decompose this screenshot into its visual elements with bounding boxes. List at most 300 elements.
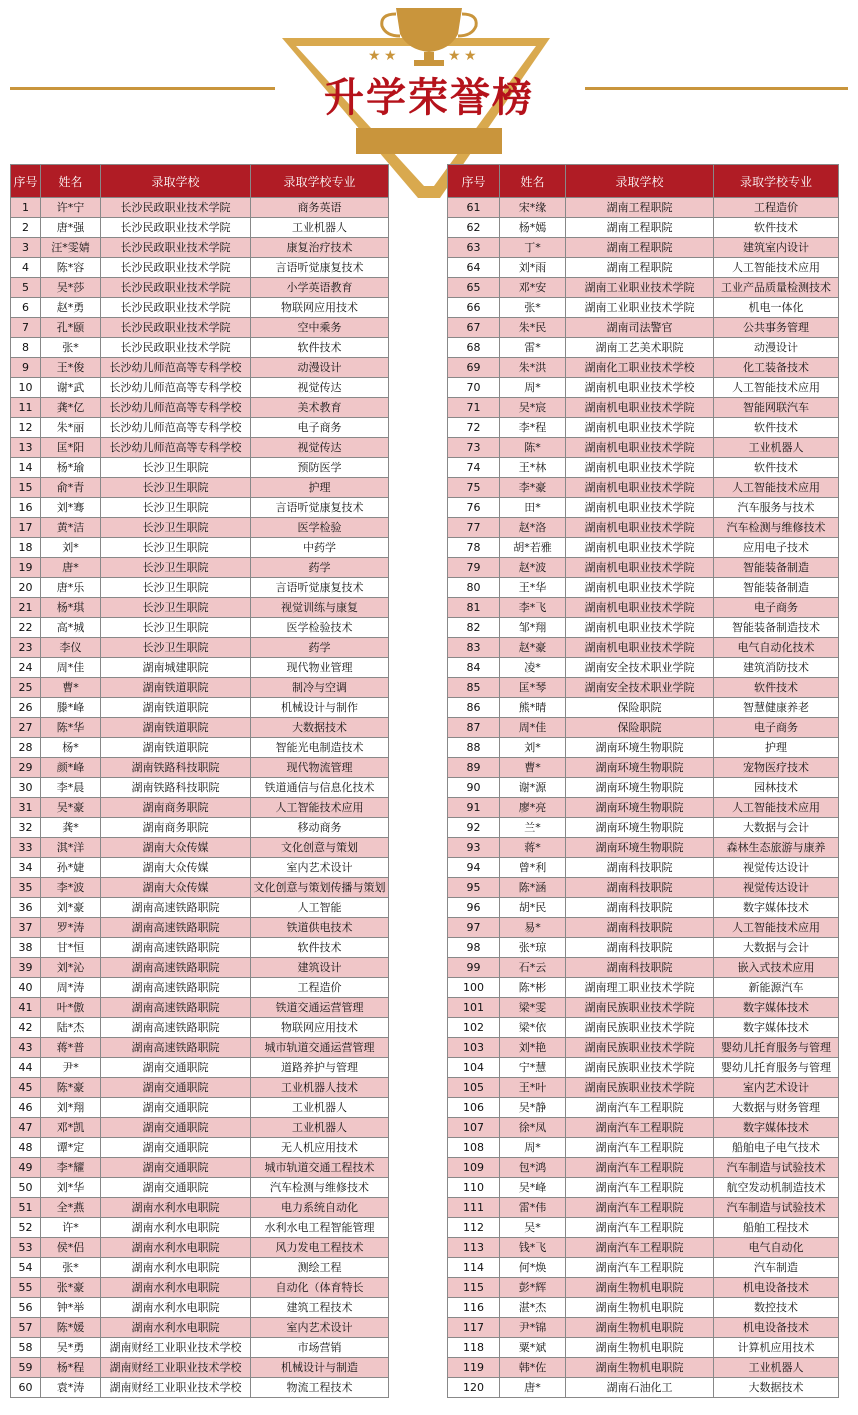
student-name: 邹*翔 — [500, 618, 566, 638]
admitted-school: 湖南汽车工程职院 — [566, 1138, 714, 1158]
row-index: 72 — [448, 418, 500, 438]
table-row — [11, 1038, 389, 1058]
admitted-school: 湖南大众传媒 — [101, 878, 251, 898]
table-row — [448, 1318, 839, 1338]
admitted-major: 电子商务 — [714, 598, 839, 618]
admitted-school: 湖南商务职院 — [101, 818, 251, 838]
admitted-major: 美术教育 — [251, 398, 389, 418]
admitted-school: 湖南环境生物职院 — [566, 838, 714, 858]
table-row — [11, 1018, 389, 1038]
admitted-school: 长沙卫生职院 — [101, 538, 251, 558]
admitted-major: 工程造价 — [251, 978, 389, 998]
row-index: 103 — [448, 1038, 500, 1058]
student-name: 陆*杰 — [41, 1018, 101, 1038]
admitted-major: 电气自动化技术 — [714, 638, 839, 658]
student-name: 刘*华 — [41, 1178, 101, 1198]
table-row — [11, 378, 389, 398]
student-name: 曹* — [500, 758, 566, 778]
admitted-school: 湖南环境生物职院 — [566, 818, 714, 838]
admitted-school: 湖南城建职院 — [101, 658, 251, 678]
admitted-major: 视觉传达设计 — [714, 878, 839, 898]
student-name: 许*宁 — [41, 198, 101, 218]
table-row — [11, 1318, 389, 1338]
table-row — [11, 1238, 389, 1258]
row-index: 98 — [448, 938, 500, 958]
admitted-major: 小学英语教育 — [251, 278, 389, 298]
row-index: 73 — [448, 438, 500, 458]
student-name: 田* — [500, 498, 566, 518]
table-row — [448, 318, 839, 338]
admitted-major: 视觉传达设计 — [714, 858, 839, 878]
student-name: 杨*琪 — [41, 598, 101, 618]
row-index: 104 — [448, 1058, 500, 1078]
table-row — [11, 418, 389, 438]
table-row — [448, 418, 839, 438]
student-name: 梁*雯 — [500, 998, 566, 1018]
col-header-school: 录取学校 — [101, 165, 251, 198]
row-index: 92 — [448, 818, 500, 838]
admitted-school: 湖南民族职业技术学院 — [566, 1078, 714, 1098]
row-index: 40 — [11, 978, 41, 998]
row-index: 21 — [11, 598, 41, 618]
row-index: 27 — [11, 718, 41, 738]
admitted-school: 湖南大众传媒 — [101, 838, 251, 858]
table-row — [448, 998, 839, 1018]
admitted-school: 长沙民政职业技术学院 — [101, 198, 251, 218]
row-index: 24 — [11, 658, 41, 678]
table-row — [448, 1018, 839, 1038]
admitted-school: 湖南高速铁路职院 — [101, 998, 251, 1018]
student-name: 朱*洪 — [500, 358, 566, 378]
student-name: 雷* — [500, 338, 566, 358]
table-row — [11, 758, 389, 778]
row-index: 78 — [448, 538, 500, 558]
student-name: 杨*瑜 — [41, 458, 101, 478]
table-row — [448, 1178, 839, 1198]
admitted-major: 物流工程技术 — [251, 1378, 389, 1398]
admitted-school: 湖南铁路科技职院 — [101, 778, 251, 798]
row-index: 23 — [11, 638, 41, 658]
row-index: 26 — [11, 698, 41, 718]
student-name: 张*琼 — [500, 938, 566, 958]
admitted-school: 湖南生物机电职院 — [566, 1358, 714, 1378]
table-row — [11, 438, 389, 458]
table-row — [11, 658, 389, 678]
svg-text:★: ★ — [448, 48, 461, 64]
student-name: 徐*凤 — [500, 1118, 566, 1138]
row-index: 56 — [11, 1298, 41, 1318]
row-index: 100 — [448, 978, 500, 998]
row-index: 20 — [11, 578, 41, 598]
admitted-major: 应用电子技术 — [714, 538, 839, 558]
admitted-major: 工程造价 — [714, 198, 839, 218]
admitted-school: 长沙民政职业技术学院 — [101, 218, 251, 238]
student-name: 刘* — [500, 738, 566, 758]
admitted-major: 城市轨道交通工程技术 — [251, 1158, 389, 1178]
student-name: 陈*涵 — [500, 878, 566, 898]
admitted-major: 软件技术 — [251, 938, 389, 958]
row-index: 102 — [448, 1018, 500, 1038]
row-index: 110 — [448, 1178, 500, 1198]
row-index: 15 — [11, 478, 41, 498]
table-row — [448, 898, 839, 918]
table-row — [448, 458, 839, 478]
row-index: 14 — [11, 458, 41, 478]
table-row — [448, 378, 839, 398]
row-index: 81 — [448, 598, 500, 618]
row-index: 109 — [448, 1158, 500, 1178]
row-index: 39 — [11, 958, 41, 978]
admitted-school: 长沙卫生职院 — [101, 458, 251, 478]
student-name: 胡*民 — [500, 898, 566, 918]
admitted-major: 宠物医疗技术 — [714, 758, 839, 778]
student-name: 龚*亿 — [41, 398, 101, 418]
table-row — [11, 998, 389, 1018]
admitted-school: 长沙幼儿师范高等专科学校 — [101, 398, 251, 418]
admitted-school: 湖南机电职业技术学校 — [566, 378, 714, 398]
table-row — [11, 1058, 389, 1078]
row-index: 90 — [448, 778, 500, 798]
table-row — [11, 558, 389, 578]
row-index: 58 — [11, 1338, 41, 1358]
row-index: 99 — [448, 958, 500, 978]
row-index: 62 — [448, 218, 500, 238]
table-row — [448, 518, 839, 538]
student-name: 谭*定 — [41, 1138, 101, 1158]
admitted-major: 森林生态旅游与康养 — [714, 838, 839, 858]
student-name: 朱*丽 — [41, 418, 101, 438]
student-name: 陈*媛 — [41, 1318, 101, 1338]
row-index: 75 — [448, 478, 500, 498]
admitted-school: 湖南大众传媒 — [101, 858, 251, 878]
row-index: 94 — [448, 858, 500, 878]
student-name: 杨* — [41, 738, 101, 758]
admitted-school: 湖南铁道职院 — [101, 738, 251, 758]
admitted-major: 机械设计与制造 — [251, 1358, 389, 1378]
admitted-school: 湖南高速铁路职院 — [101, 958, 251, 978]
row-index: 113 — [448, 1238, 500, 1258]
student-name: 吴*莎 — [41, 278, 101, 298]
student-name: 刘*艳 — [500, 1038, 566, 1058]
admitted-school: 长沙幼儿师范高等专科学校 — [101, 438, 251, 458]
student-name: 许* — [41, 1218, 101, 1238]
admitted-school: 湖南汽车工程职院 — [566, 1118, 714, 1138]
table-row — [11, 838, 389, 858]
row-index: 57 — [11, 1318, 41, 1338]
admitted-school: 湖南高速铁路职院 — [101, 1018, 251, 1038]
row-index: 79 — [448, 558, 500, 578]
row-index: 80 — [448, 578, 500, 598]
admitted-school: 湖南水利水电职院 — [101, 1238, 251, 1258]
student-name: 曹* — [41, 678, 101, 698]
student-name: 尹* — [41, 1058, 101, 1078]
row-index: 67 — [448, 318, 500, 338]
table-header-row — [11, 165, 389, 198]
admitted-school: 湖南交通职院 — [101, 1178, 251, 1198]
student-name: 湛*杰 — [500, 1298, 566, 1318]
student-name: 谢*武 — [41, 378, 101, 398]
student-name: 唐*乐 — [41, 578, 101, 598]
admitted-major: 汽车制造与试验技术 — [714, 1158, 839, 1178]
admitted-major: 视觉训练与康复 — [251, 598, 389, 618]
row-index: 45 — [11, 1078, 41, 1098]
row-index: 60 — [11, 1378, 41, 1398]
student-name: 吴*豪 — [41, 798, 101, 818]
admitted-school: 湖南机电职业技术学院 — [566, 518, 714, 538]
col-header-major: 录取学校专业 — [714, 165, 839, 198]
table-row — [11, 278, 389, 298]
admitted-major: 室内艺术设计 — [251, 1318, 389, 1338]
row-index: 69 — [448, 358, 500, 378]
student-name: 俞*青 — [41, 478, 101, 498]
admitted-major: 护理 — [251, 478, 389, 498]
student-name: 叶*傲 — [41, 998, 101, 1018]
admitted-major: 电力系统自动化 — [251, 1198, 389, 1218]
student-name: 吴*静 — [500, 1098, 566, 1118]
table-row — [11, 398, 389, 418]
admitted-major: 视觉传达 — [251, 378, 389, 398]
student-name: 侯*侣 — [41, 1238, 101, 1258]
student-name: 宋*缘 — [500, 198, 566, 218]
admitted-school: 长沙民政职业技术学院 — [101, 318, 251, 338]
admitted-major: 言语听觉康复技术 — [251, 498, 389, 518]
admitted-school: 湖南生物机电职院 — [566, 1298, 714, 1318]
admitted-school: 湖南司法警官 — [566, 318, 714, 338]
table-row — [448, 838, 839, 858]
table-row — [448, 638, 839, 658]
table-row — [11, 338, 389, 358]
student-name: 李*飞 — [500, 598, 566, 618]
admitted-major: 机电一体化 — [714, 298, 839, 318]
admitted-major: 自动化（体育特长 — [251, 1278, 389, 1298]
table-row — [11, 318, 389, 338]
table-row — [448, 1138, 839, 1158]
student-name: 王*叶 — [500, 1078, 566, 1098]
admitted-major: 婴幼儿托育服务与管理 — [714, 1058, 839, 1078]
table-row — [448, 498, 839, 518]
table-row — [11, 978, 389, 998]
table-row — [11, 798, 389, 818]
student-name: 滕*峰 — [41, 698, 101, 718]
admitted-major: 园林技术 — [714, 778, 839, 798]
admitted-school: 长沙卫生职院 — [101, 518, 251, 538]
table-row — [448, 658, 839, 678]
row-index: 32 — [11, 818, 41, 838]
table-row — [448, 738, 839, 758]
table-row — [11, 1218, 389, 1238]
table-row — [11, 1158, 389, 1178]
admitted-major: 人工智能技术应用 — [714, 258, 839, 278]
col-header-major: 录取学校专业 — [251, 165, 389, 198]
table-row — [11, 938, 389, 958]
student-name: 周* — [500, 378, 566, 398]
student-name: 张* — [41, 338, 101, 358]
admitted-major: 人工智能 — [251, 898, 389, 918]
admitted-major: 现代物流管理 — [251, 758, 389, 778]
row-index: 77 — [448, 518, 500, 538]
table-row — [11, 618, 389, 638]
row-index: 88 — [448, 738, 500, 758]
admitted-major: 工业机器人 — [714, 438, 839, 458]
row-index: 18 — [11, 538, 41, 558]
row-index: 111 — [448, 1198, 500, 1218]
row-index: 64 — [448, 258, 500, 278]
student-name: 刘*雨 — [500, 258, 566, 278]
table-row — [11, 1258, 389, 1278]
col-header-school: 录取学校 — [566, 165, 714, 198]
admitted-school: 湖南环境生物职院 — [566, 778, 714, 798]
row-index: 4 — [11, 258, 41, 278]
admitted-major: 视觉传达 — [251, 438, 389, 458]
table-row — [11, 358, 389, 378]
admitted-major: 室内艺术设计 — [251, 858, 389, 878]
table-row — [448, 558, 839, 578]
col-header-name: 姓名 — [41, 165, 101, 198]
student-name: 李仪 — [41, 638, 101, 658]
admitted-school: 湖南财经工业职业技术学校 — [101, 1378, 251, 1398]
admitted-major: 风力发电工程技术 — [251, 1238, 389, 1258]
table-row — [448, 238, 839, 258]
admitted-major: 汽车检测与维修技术 — [251, 1178, 389, 1198]
admitted-major: 船舶工程技术 — [714, 1218, 839, 1238]
table-row — [448, 598, 839, 618]
student-name: 吴*勇 — [41, 1338, 101, 1358]
admitted-major: 物联网应用技术 — [251, 1018, 389, 1038]
admitted-school: 湖南汽车工程职院 — [566, 1098, 714, 1118]
admitted-major: 软件技术 — [714, 218, 839, 238]
student-name: 汪*雯婧 — [41, 238, 101, 258]
table-row — [11, 218, 389, 238]
student-name: 王*华 — [500, 578, 566, 598]
row-index: 70 — [448, 378, 500, 398]
student-name: 蒋* — [500, 838, 566, 858]
admitted-major: 言语听觉康复技术 — [251, 258, 389, 278]
admitted-school: 湖南财经工业职业技术学校 — [101, 1338, 251, 1358]
student-name: 钱*飞 — [500, 1238, 566, 1258]
table-header-row — [448, 165, 839, 198]
table-row — [448, 218, 839, 238]
admitted-major: 文化创意与策划 — [251, 838, 389, 858]
row-index: 66 — [448, 298, 500, 318]
admitted-school: 湖南汽车工程职院 — [566, 1158, 714, 1178]
table-row — [11, 1138, 389, 1158]
row-index: 50 — [11, 1178, 41, 1198]
admitted-school: 湖南汽车工程职院 — [566, 1198, 714, 1218]
row-index: 19 — [11, 558, 41, 578]
admitted-major: 汽车制造 — [714, 1258, 839, 1278]
table-row — [11, 1098, 389, 1118]
admitted-school: 湖南交通职院 — [101, 1098, 251, 1118]
student-name: 李*晨 — [41, 778, 101, 798]
row-index: 93 — [448, 838, 500, 858]
col-header-index: 序号 — [448, 165, 500, 198]
table-row — [448, 858, 839, 878]
row-index: 2 — [11, 218, 41, 238]
admitted-school: 湖南机电职业技术学院 — [566, 418, 714, 438]
student-name: 尹*锦 — [500, 1318, 566, 1338]
col-header-name: 姓名 — [500, 165, 566, 198]
admitted-major: 物联网应用技术 — [251, 298, 389, 318]
table-row — [11, 598, 389, 618]
admitted-major: 化工装备技术 — [714, 358, 839, 378]
student-name: 罗*涛 — [41, 918, 101, 938]
admitted-school: 湖南生物机电职院 — [566, 1278, 714, 1298]
admitted-major: 软件技术 — [714, 458, 839, 478]
admitted-school: 湖南民族职业技术学院 — [566, 1038, 714, 1058]
student-name: 吴*宸 — [500, 398, 566, 418]
admitted-school: 湖南交通职院 — [101, 1138, 251, 1158]
admitted-school: 湖南机电职业技术学院 — [566, 558, 714, 578]
student-name: 周*涛 — [41, 978, 101, 998]
row-index: 89 — [448, 758, 500, 778]
admitted-major: 婴幼儿托育服务与管理 — [714, 1038, 839, 1058]
student-name: 易* — [500, 918, 566, 938]
admitted-major: 大数据技术 — [251, 718, 389, 738]
table-row — [11, 1118, 389, 1138]
row-index: 120 — [448, 1378, 500, 1398]
student-name: 李*豪 — [500, 478, 566, 498]
row-index: 61 — [448, 198, 500, 218]
student-name: 张* — [500, 298, 566, 318]
student-name: 谢*源 — [500, 778, 566, 798]
admitted-school: 湖南机电职业技术学院 — [566, 498, 714, 518]
row-index: 116 — [448, 1298, 500, 1318]
admitted-school: 湖南机电职业技术学院 — [566, 458, 714, 478]
student-name: 唐*强 — [41, 218, 101, 238]
admitted-major: 测绘工程 — [251, 1258, 389, 1278]
student-name: 李*耀 — [41, 1158, 101, 1178]
table-row — [448, 978, 839, 998]
admitted-school: 湖南铁道职院 — [101, 678, 251, 698]
student-name: 李*波 — [41, 878, 101, 898]
admitted-major: 数字媒体技术 — [714, 898, 839, 918]
admitted-major: 嵌入式技术应用 — [714, 958, 839, 978]
row-index: 43 — [11, 1038, 41, 1058]
row-index: 17 — [11, 518, 41, 538]
row-index: 46 — [11, 1098, 41, 1118]
admitted-school: 湖南工业职业技术学院 — [566, 278, 714, 298]
student-name: 曾*利 — [500, 858, 566, 878]
admitted-school: 湖南汽车工程职院 — [566, 1258, 714, 1278]
admitted-major: 计算机应用技术 — [714, 1338, 839, 1358]
admitted-major: 水利水电工程智能管理 — [251, 1218, 389, 1238]
row-index: 7 — [11, 318, 41, 338]
admitted-major: 数字媒体技术 — [714, 1118, 839, 1138]
row-index: 1 — [11, 198, 41, 218]
row-index: 16 — [11, 498, 41, 518]
row-index: 34 — [11, 858, 41, 878]
admitted-school: 湖南科技职院 — [566, 918, 714, 938]
admitted-major: 智慧健康养老 — [714, 698, 839, 718]
student-name: 李*程 — [500, 418, 566, 438]
admitted-school: 湖南化工职业技术学校 — [566, 358, 714, 378]
table-row — [448, 758, 839, 778]
admitted-major: 医学检验 — [251, 518, 389, 538]
admitted-major: 移动商务 — [251, 818, 389, 838]
row-index: 119 — [448, 1358, 500, 1378]
row-index: 28 — [11, 738, 41, 758]
admitted-school: 湖南水利水电职院 — [101, 1278, 251, 1298]
table-row — [448, 1098, 839, 1118]
row-index: 44 — [11, 1058, 41, 1078]
row-index: 13 — [11, 438, 41, 458]
admitted-major: 数控技术 — [714, 1298, 839, 1318]
student-name: 凌* — [500, 658, 566, 678]
admitted-school: 湖南高速铁路职院 — [101, 938, 251, 958]
student-name: 陈* — [500, 438, 566, 458]
table-row — [11, 1298, 389, 1318]
row-index: 82 — [448, 618, 500, 638]
